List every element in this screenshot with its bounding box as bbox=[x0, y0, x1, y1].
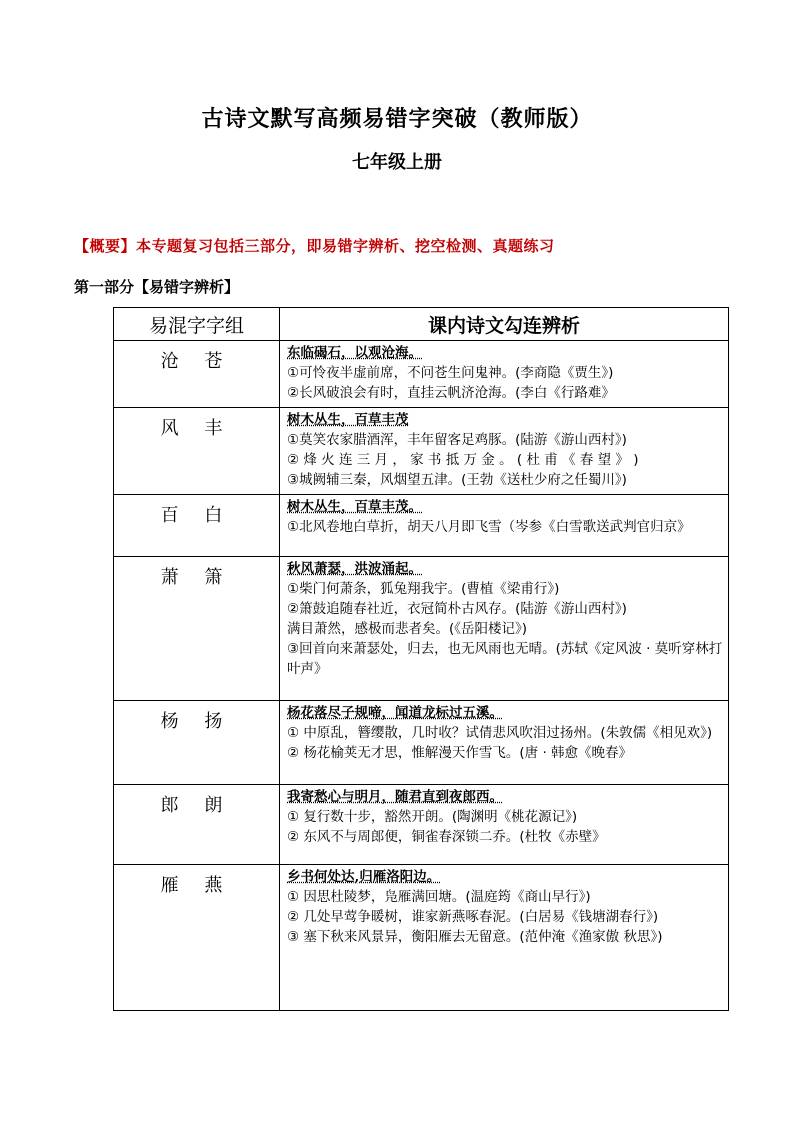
example-line: ② 烽 火 连 三 月 ， 家 书 抵 万 金 。 ( 杜 甫 《 春 望 》 ) bbox=[287, 452, 639, 468]
example-line: ③城阙辅三秦，风烟望五津。(王勃《送杜少府之任蜀川》) bbox=[287, 472, 627, 488]
example-line: ② 东风不与周郎便，铜雀春深锁二乔。(杜牧《赤壁》 bbox=[287, 829, 606, 845]
analysis-cell bbox=[280, 701, 729, 785]
section-title: 第一部分【易错字辨析】 bbox=[74, 278, 240, 296]
char-group: 雁 燕 bbox=[114, 865, 280, 1011]
headline-quote: 我寄愁心与明月，随君直到夜郎西。 bbox=[287, 789, 503, 805]
analysis-cell bbox=[280, 865, 729, 1011]
table-row bbox=[114, 701, 729, 785]
example-line: ①北风卷地白草折，胡天八月即飞雪（岑参《白雪歌送武判官归京》 bbox=[287, 519, 691, 535]
example-line: ① 因思杜陵梦，凫雁满回塘。(温庭筠《商山早行》) bbox=[287, 889, 591, 905]
document-subtitle: 七年级上册 bbox=[352, 152, 442, 173]
example-line: ①可怜夜半虚前席，不问苍生问鬼神。(李商隐《贾生》) bbox=[287, 365, 614, 381]
headline-quote: 树木丛生，百草丰茂。 bbox=[287, 499, 422, 515]
char-group: 沧 苍 bbox=[114, 341, 280, 408]
example-line: ① 中原乱，簪缨散，几时收？试倩悲风吹泪过扬州。(朱敦儒《相见欢》) bbox=[287, 725, 713, 741]
header-analysis: 课内诗文勾连辨析 bbox=[280, 308, 729, 341]
analysis-cell bbox=[280, 785, 729, 865]
headline-quote: 杨花落尽子规啼，闻道龙标过五溪。 bbox=[287, 705, 503, 721]
summary-text: 【概要】本专题复习包括三部分，即易错字辨析、挖空检测、真题练习 bbox=[74, 237, 555, 255]
analysis-cell bbox=[280, 495, 729, 557]
example-line: ①莫笑农家腊酒浑，丰年留客足鸡豚。(陆游《游山西村》) bbox=[287, 432, 627, 448]
char-group: 杨 扬 bbox=[114, 701, 280, 785]
example-line: ②箫鼓追随春社近，衣冠简朴古风存。(陆游《游山西村》) bbox=[287, 601, 627, 617]
char-group: 百 白 bbox=[114, 495, 280, 557]
example-line: ③回首向来萧瑟处，归去，也无风雨也无晴。(苏轼《定风波 · 莫听穿林打叶声》 bbox=[287, 641, 723, 677]
char-group: 萧 箫 bbox=[114, 557, 280, 701]
example-line: ②长风破浪会有时，直挂云帆济沧海。(李白《行路难》 bbox=[287, 385, 615, 401]
table-header-row bbox=[114, 308, 729, 341]
char-analysis-table bbox=[113, 307, 729, 1011]
table-row bbox=[114, 341, 729, 408]
example-line: 满目萧然，感极而悲者矣。(《岳阳楼记》) bbox=[287, 621, 528, 637]
headline-quote: 东临碣石，以观沧海。 bbox=[287, 345, 422, 361]
table-row bbox=[114, 495, 729, 557]
analysis-cell bbox=[280, 341, 729, 408]
table-row bbox=[114, 557, 729, 701]
example-line: ① 复行数十步，豁然开朗。(陶渊明《桃花源记》) bbox=[287, 809, 578, 825]
analysis-cell bbox=[280, 408, 729, 495]
headline-quote: 树木丛生，百草丰茂 bbox=[287, 412, 409, 428]
table-row bbox=[114, 865, 729, 1011]
table-row bbox=[114, 408, 729, 495]
table-body bbox=[114, 341, 729, 1011]
table-row bbox=[114, 785, 729, 865]
example-line: ② 几处早莺争暖树，谁家新燕啄春泥。(白居易《钱塘湖春行》) bbox=[287, 909, 659, 925]
example-line: ② 杨花榆荚无才思，惟解漫天作雪飞。(唐 · 韩愈《晚春》 bbox=[287, 745, 633, 761]
char-group: 风 丰 bbox=[114, 408, 280, 495]
header-char-group: 易混字字组 bbox=[114, 308, 280, 341]
headline-quote: 秋风萧瑟，洪波涌起。 bbox=[287, 561, 422, 577]
document-title: 古诗文默写高频易错字突破（教师版） bbox=[201, 107, 593, 132]
char-group: 郎 朗 bbox=[114, 785, 280, 865]
example-line: ①柴门何萧条，狐兔翔我宇。(曹植《梁甫行》) bbox=[287, 581, 560, 597]
analysis-cell bbox=[280, 557, 729, 701]
example-line: ③ 塞下秋来风景异，衡阳雁去无留意。(范仲淹《渔家傲 秋思》) bbox=[287, 929, 663, 945]
headline-quote: 乡书何处达,归雁洛阳边。 bbox=[287, 869, 441, 885]
